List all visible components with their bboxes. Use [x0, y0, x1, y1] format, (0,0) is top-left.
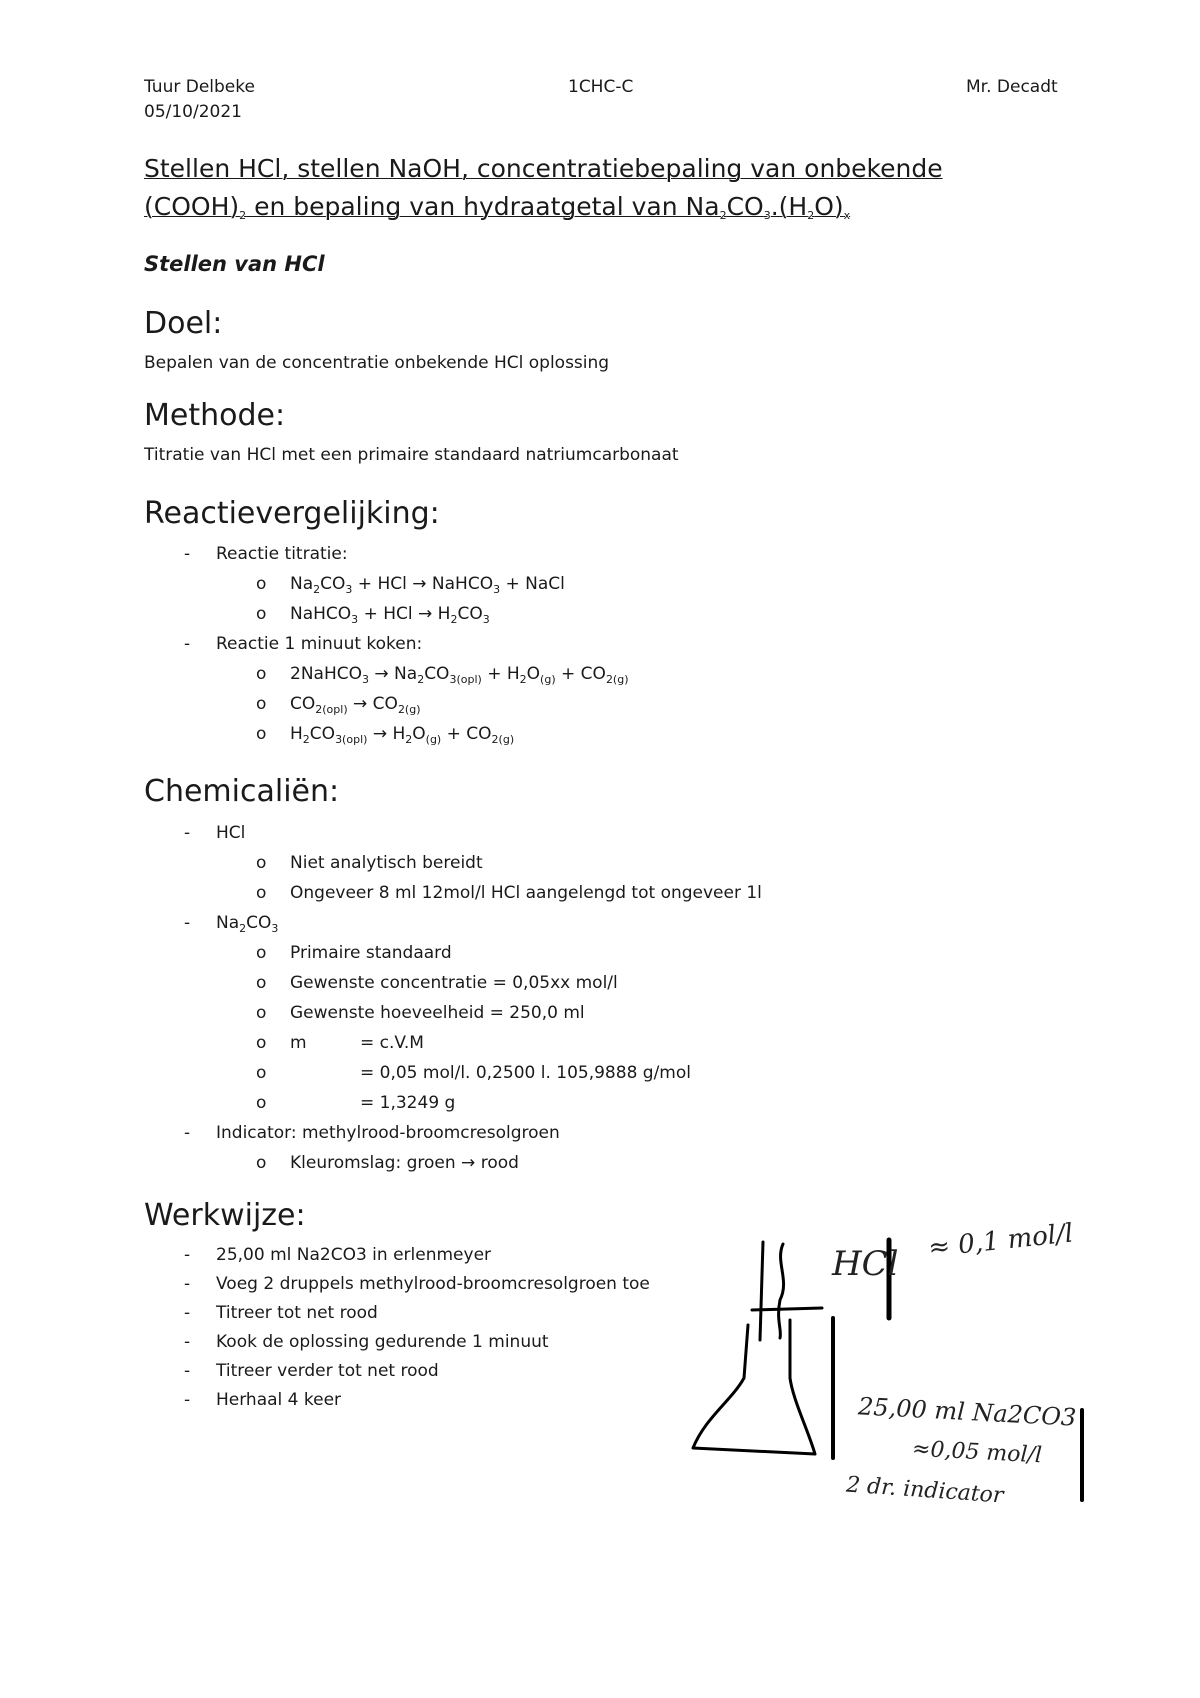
list-dash: -: [184, 1361, 191, 1381]
werkwijze-step: 25,00 ml Na2CO3 in erlenmeyer: [216, 1245, 492, 1265]
heading-werkwijze: Werkwijze:: [144, 1198, 306, 1233]
list-dash: -: [184, 1274, 191, 1294]
arrow-icon: →: [372, 724, 388, 744]
list-bullet: o: [256, 1093, 267, 1113]
chem-na2co3-detail-2: Gewenste concentratie = 0,05xx mol/l: [290, 973, 618, 993]
list-bullet: o: [256, 1063, 267, 1083]
list-bullet: o: [256, 1153, 267, 1173]
reaction-equation-2: NaHCO$_3$ + HCl → $H_2CO_3$: [290, 604, 490, 626]
list-bullet: o: [256, 1003, 267, 1023]
arrow-icon: →: [353, 694, 368, 714]
list-bullet: o: [256, 1033, 267, 1053]
title-line-1: Stellen HCl, stellen NaOH, concentratiebepaling van onbekende: [144, 154, 943, 183]
list-dash: -: [184, 634, 191, 654]
teacher-name: Mr. Decadt: [966, 77, 1058, 97]
list-dash: -: [184, 544, 191, 564]
burette-label: HCl: [832, 1244, 899, 1284]
reactie-item-koken: Reactie 1 minuut koken:: [216, 634, 423, 654]
calc-label-m: m: [290, 1033, 307, 1053]
list-dash: -: [184, 1332, 191, 1352]
document-date: 05/10/2021: [144, 102, 242, 122]
concentration-label: ≈ 0,1 mol/l: [926, 1218, 1075, 1264]
list-dash: -: [184, 1245, 191, 1265]
list-bullet: o: [256, 973, 267, 993]
chem-na2co3: $Na_2CO_3$: [216, 913, 279, 935]
list-bullet: o: [256, 883, 267, 903]
section-subtitle: Stellen van HCl: [144, 252, 325, 276]
class-code: 1CHC-C: [568, 77, 634, 97]
chem-hcl-detail-2: Ongeveer 8 ml 12mol/l HCl aangelengd tot ongeveer 1l: [290, 883, 762, 903]
burette-left-wall-icon: [760, 1242, 763, 1340]
chem-na2co3-detail-3: Gewenste hoeveelheid = 250,0 ml: [290, 1003, 585, 1023]
list-bullet: o: [256, 694, 267, 714]
calc-line-1: = c.V.M: [360, 1033, 424, 1053]
burette-clamp-icon: [752, 1308, 822, 1310]
list-bullet: o: [256, 574, 267, 594]
werkwijze-step: Titreer tot net rood: [216, 1303, 378, 1323]
list-dash: -: [184, 1390, 191, 1410]
arrow-icon: →: [412, 574, 427, 594]
werkwijze-step: Herhaal 4 keer: [216, 1390, 342, 1410]
burette-right-wall-icon: [779, 1244, 784, 1338]
werkwijze-step: Titreer verder tot net rood: [216, 1361, 439, 1381]
arrow-icon: →: [374, 664, 389, 684]
chem-na2co3-detail-1: Primaire standaard: [290, 943, 452, 963]
list-dash: -: [184, 823, 191, 843]
flask-label-indicator: 2 dr. indicator: [845, 1472, 1005, 1509]
heading-reactievergelijking: Reactievergelijking:: [144, 496, 440, 531]
list-dash: -: [184, 913, 191, 933]
chem-hcl: HCl: [216, 823, 246, 843]
arrow-icon: →: [461, 1153, 476, 1173]
doel-text: Bepalen van de concentratie onbekende HCl oplossing: [144, 353, 610, 373]
methode-text: Titratie van HCl met een primaire standaard natriumcarbonaat: [144, 445, 679, 465]
werkwijze-step: Kook de oplossing gedurende 1 minuut: [216, 1332, 549, 1352]
reaction-equation-3: 2NaHCO$_3$ → $Na_2CO_{3(opl)} + H_2O_{(g)} + CO_{2(g)}$: [290, 664, 629, 686]
arrow-icon: →: [418, 604, 433, 624]
reaction-equation-4: $CO_{2(opl)} \to CO_{2(g)}$: [290, 694, 421, 716]
reaction-equation-1: $Na_2CO_3$ + HCl → NaHCO$_3$ + NaCl: [290, 574, 565, 596]
heading-doel: Doel:: [144, 306, 223, 341]
heading-chemicalien: Chemicaliën:: [144, 774, 340, 809]
calc-line-2: = 0,05 mol/l. 0,2500 l. 105,9888 g/mol: [360, 1063, 691, 1083]
author-name: Tuur Delbeke: [144, 77, 255, 97]
list-bullet: o: [256, 664, 267, 684]
calc-line-3: = 1,3249 g: [360, 1093, 456, 1113]
chem-indicator: Indicator: methylrood-broomcresolgroen: [216, 1123, 560, 1143]
werkwijze-step: Voeg 2 druppels methylrood-broomcresolgroen toe: [216, 1274, 650, 1294]
chem-indicator-detail: Kleuromslag: groen → rood: [290, 1153, 519, 1173]
reaction-equation-5: $H_2CO_{3(opl)} \to H_2O_{(g)} + CO_{2(g)}$: [290, 724, 515, 746]
erlenmeyer-flask-icon: [693, 1320, 815, 1454]
list-dash: -: [184, 1123, 191, 1143]
title-line-2: $(COOH)_2$ en bepaling van hydraatgetal van $Na_2CO_3.(H_2O)_x$: [144, 192, 851, 222]
chem-hcl-detail-1: Niet analytisch bereidt: [290, 853, 483, 873]
flask-label-volume: 25,00 ml Na2CO3: [857, 1392, 1077, 1432]
heading-methode: Methode:: [144, 398, 286, 433]
list-bullet: o: [256, 724, 267, 744]
list-bullet: o: [256, 943, 267, 963]
flask-label-concentration: ≈0,05 mol/l: [911, 1436, 1043, 1469]
reactie-item-titratie: Reactie titratie:: [216, 544, 348, 564]
list-bullet: o: [256, 853, 267, 873]
list-dash: -: [184, 1303, 191, 1323]
list-bullet: o: [256, 604, 267, 624]
